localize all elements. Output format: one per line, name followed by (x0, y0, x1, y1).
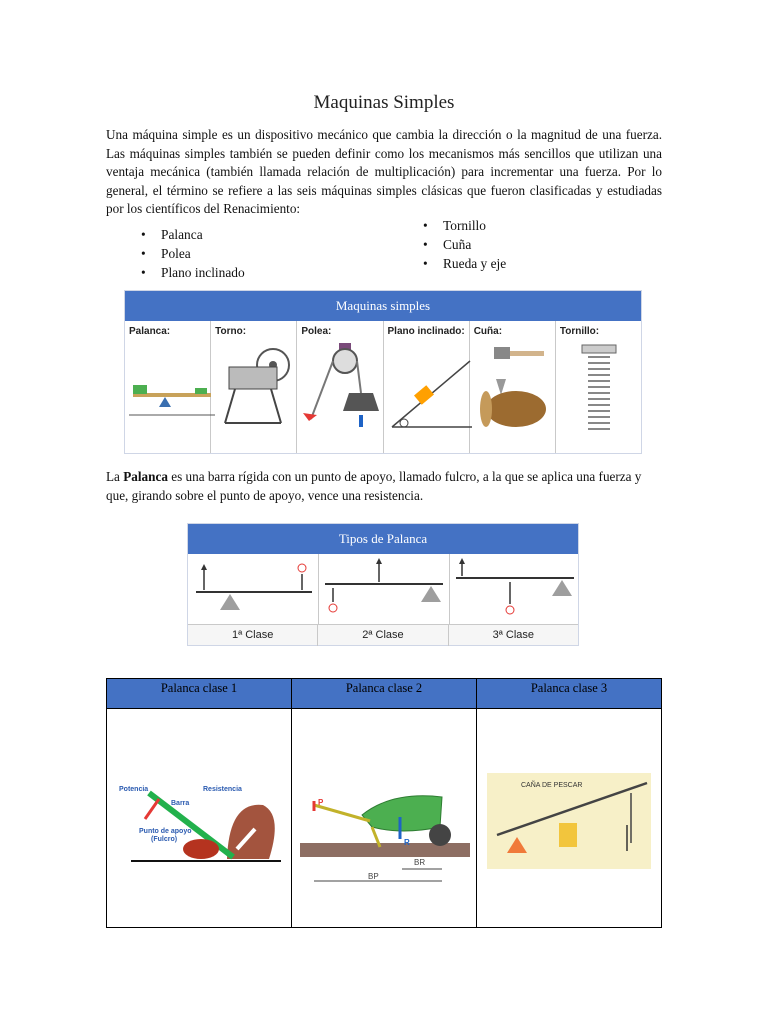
barra-label: Barra (171, 800, 190, 807)
list-item: • Polea (137, 245, 245, 264)
machine-label: Plano inclinado: (387, 326, 465, 337)
r-label: R (404, 838, 410, 847)
lever-paragraph (106, 468, 662, 505)
punto-apoyo-label: Punto de apoyo (139, 828, 192, 835)
lever-illustration (125, 343, 219, 451)
wedge-illustration (470, 343, 564, 451)
p-label: P (318, 798, 324, 807)
machine-label: Palanca: (129, 326, 171, 337)
bp-label: BP (368, 872, 379, 881)
machine-cell-tornillo (556, 321, 641, 453)
lever-types-table (187, 523, 579, 646)
column-header: Palanca clase 3 (477, 679, 662, 709)
list-item: • Plano inclinado (137, 264, 245, 283)
lever-classes-table (106, 678, 662, 928)
intro-paragraph: Una máquina simple es un dispositivo mecánico que cambia la dirección o la magnitud de una fuerza. Las máquinas simples también se pueden definir como los mecanismos más sencillos que utilizan una ventaja mecánica (también llamada relación de multiplicación) para incrementar una fuerza. Por lo general, el término se refiere a las seis máquinas simples clásicas que fueron clasificadas y estudiadas por los científicos del Renacimiento: (106, 127, 662, 216)
fulcro-label: (Fulcro) (151, 836, 178, 843)
lever-class-1-diagram (188, 554, 319, 624)
list-item: • Cuña (419, 236, 506, 255)
machine-cell-cuna (470, 321, 556, 453)
br-label: BR (414, 858, 426, 867)
potencia-label: Potencia (119, 786, 149, 793)
paragraph-text: es una barra rígida con un punto de apoyo, llamado fulcro, a la que se aplica una fuerza y que, girando sobre el punto de apoyo, vence una resistencia. (106, 469, 642, 503)
lever-class-1-illustration (107, 709, 290, 927)
page-title: Maquinas Simples (313, 92, 455, 113)
lever-class-2-illustration (292, 709, 475, 927)
lever-caption: 2ª Clase (318, 625, 448, 646)
lever-class-3-illustration (477, 709, 660, 927)
lever-class-2-cell (292, 709, 477, 928)
list-item: • Palanca (137, 226, 245, 245)
machine-cell-torno (211, 321, 297, 453)
lever-class-3-diagram (450, 554, 580, 624)
paragraph-text: La (106, 469, 124, 484)
machine-label: Torno: (215, 326, 247, 337)
machines-list-right (419, 217, 506, 273)
cana-label: CAÑA DE PESCAR (521, 782, 583, 789)
paragraph-bold-term: Palanca (123, 469, 168, 484)
machine-cell-plano-inclinado (384, 321, 470, 453)
machine-label: Polea: (301, 326, 332, 337)
lever-class-3-cell (477, 709, 662, 928)
list-item: • Rueda y eje (419, 255, 506, 274)
screw-illustration (556, 343, 650, 451)
lever-caption: 3ª Clase (492, 629, 534, 641)
lever-types-header: Tipos de Palanca (188, 524, 578, 554)
machine-label: Tornillo: (559, 326, 600, 337)
machines-list-left (137, 226, 245, 282)
machine-label: Cuña: (473, 326, 503, 337)
machines-table-header: Maquinas simples (125, 291, 641, 321)
machines-table (124, 290, 642, 454)
lever-caption: 1ª Clase (188, 625, 318, 646)
lever-class-2-diagram (319, 554, 450, 624)
machine-cell-polea (297, 321, 383, 453)
machine-cell-palanca (125, 321, 211, 453)
lever-class-1-cell (107, 709, 292, 928)
list-item: • Tornillo (419, 217, 506, 236)
incline-illustration (384, 343, 478, 451)
column-header: Palanca clase 2 (292, 679, 477, 709)
winch-illustration (211, 343, 305, 451)
column-header: Palanca clase 1 (107, 679, 292, 709)
resistencia-label: Resistencia (203, 786, 242, 793)
pulley-illustration (297, 343, 391, 451)
